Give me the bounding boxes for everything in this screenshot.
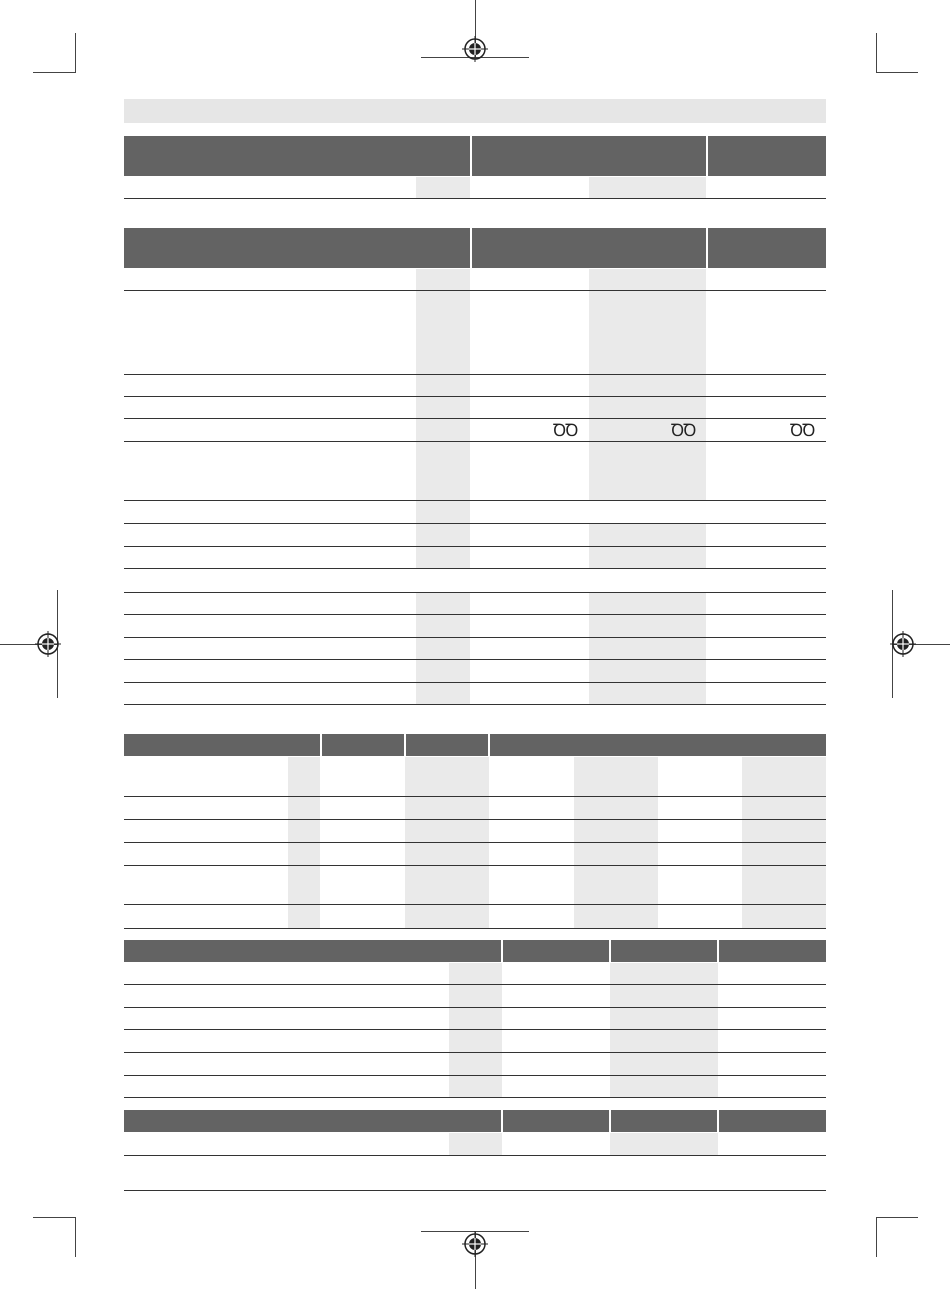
row-divider [124,290,826,291]
column-divider [706,136,708,176]
row-divider [124,1029,826,1030]
shaded-column [416,592,470,704]
crop-mark [75,33,76,73]
column-divider [717,940,719,962]
row-divider [124,546,826,547]
row-divider [124,568,826,569]
rotation-direction-icon: ꝹꝹ [553,421,578,441]
column-divider [320,734,322,756]
row-divider [124,441,826,442]
column-divider [609,1110,611,1132]
page-title-bar [124,99,826,123]
shaded-column [589,269,706,500]
row-divider [124,418,826,419]
rotation-direction-icon: ꝹꝹ [790,421,815,441]
row-divider [124,865,826,866]
row-divider [124,659,826,660]
column-divider [717,1110,719,1132]
registration-mark-icon [35,631,61,657]
row-divider [124,904,826,905]
row-divider [124,1155,826,1156]
row-divider [124,796,826,797]
shaded-cell [610,1133,718,1155]
footer-rule [124,1190,826,1191]
row-divider [124,1097,826,1098]
rotation-direction-icon: ꝹꝹ [671,421,696,441]
crop-mark [876,1217,877,1257]
row-divider [124,374,826,375]
shaded-column [589,592,706,704]
crop-mark [876,1217,918,1218]
table-header [124,228,826,268]
crop-mark [33,72,75,73]
row-divider [124,1007,826,1008]
row-divider [124,396,826,397]
registration-mark-icon [462,36,488,62]
row-divider [124,500,826,501]
column-divider [501,940,503,962]
row-divider [124,682,826,683]
table-header [124,136,826,176]
row-divider [124,523,826,524]
registration-mark-icon [890,631,916,657]
column-divider [404,734,406,756]
shaded-cell [589,177,706,198]
column-divider [501,1110,503,1132]
row-divider [124,1075,826,1076]
row-divider [124,842,826,843]
row-divider [124,819,826,820]
table-header [124,1110,826,1132]
row-divider [124,637,826,638]
row-divider [124,592,826,593]
row-divider [124,198,826,199]
shaded-cell [416,177,470,198]
row-divider [124,928,826,929]
column-divider [706,228,708,268]
crop-mark [876,33,877,73]
row-divider [124,1052,826,1053]
registration-mark-icon [462,1231,488,1257]
crop-mark [33,1217,75,1218]
column-divider [470,136,472,176]
row-divider [124,614,826,615]
column-divider [470,228,472,268]
table-header [124,940,826,962]
table-header [124,734,826,756]
crop-mark [75,1217,76,1257]
row-divider [124,704,826,705]
column-divider [609,940,611,962]
column-divider [488,734,490,756]
crop-mark [876,72,918,73]
row-divider [124,984,826,985]
shaded-cell [449,1133,502,1155]
